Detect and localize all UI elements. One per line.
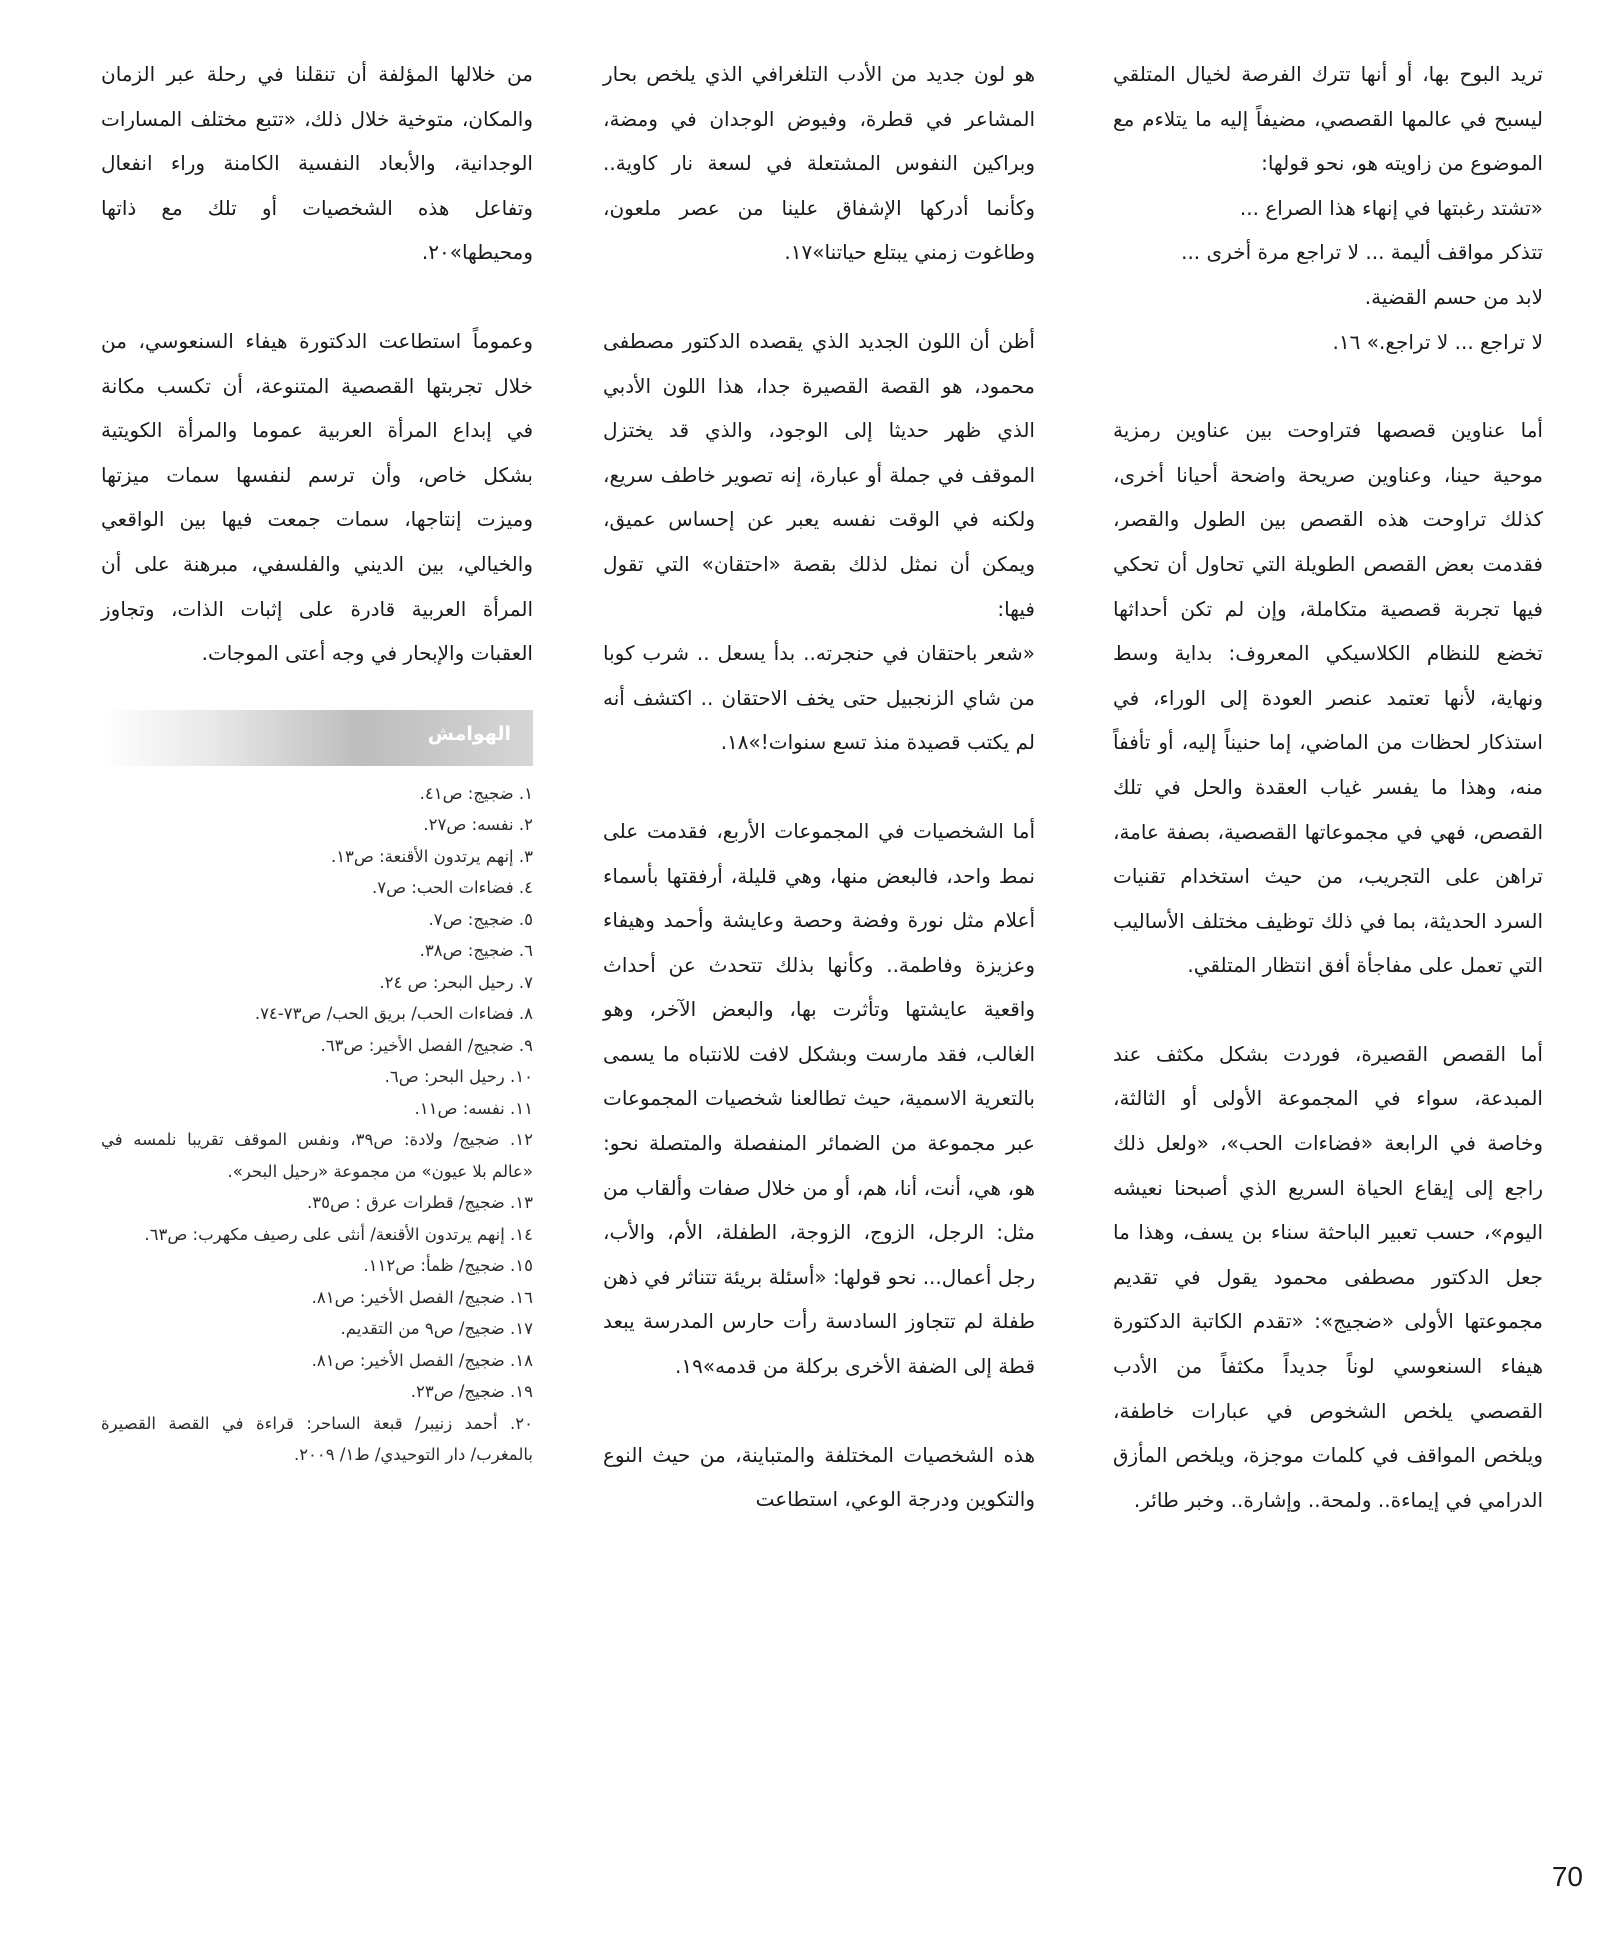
paragraph: من خلالها المؤلفة أن تنقلنا في رحلة عبر الزمان والمكان، متوخية خلال ذلك، «تتبع مختلف المسارات الوجدانية، والأبعاد النفسية الكامنة وراء انفعال وتفاعل هذه الشخصيات أو تلك مع ذاتها ومحيطها»٢٠. — [101, 62, 533, 265]
footnote: ٤. فضاءات الحب: ص٧. — [371, 878, 533, 898]
footnote: ٦. ضجيج: ص٣٨. — [419, 941, 533, 961]
quote-line: لابد من حسم القضية. — [1364, 284, 1543, 309]
footnote: ١٦. ضجيج/ الفصل الأخير: ص٨١. — [311, 1287, 533, 1307]
footnote: ١٤. إنهم يرتدون الأقنعة/ أنثى على رصيف مكهرب: ص٦٣. — [144, 1224, 533, 1244]
footnote: ٢٠. أحمد زنيبر/ قبعة الساحر: قراءة في القصة القصيرة بالمغرب/ دار التوحيدي/ ط١/ ٢٠٠٩. — [101, 1413, 533, 1465]
paragraph: أظن أن اللون الجديد الذي يقصده الدكتور مصطفى محمود، هو القصة القصيرة جدا، هذا اللون الأدبي الذي ظهر حديثا إلى الوجود، والذي قد يختزل الموقف في جملة أو عبارة، إنه تصوير خاطف سريع، ولكنه في الوقت نفسه يعبر عن إحساس عميق، ويمكن أن نمثل لذلك بقصة «احتقان» التي تقول فيها: — [603, 328, 1035, 621]
quote-line: لا تراجع ... لا تراجع.» ١٦. — [1332, 329, 1543, 354]
page-number: 70 — [1551, 1861, 1583, 1892]
footnote: ١٧. ضجيج/ ص٩ من التقديم. — [340, 1319, 533, 1339]
footnote: ١٨. ضجيج/ الفصل الأخير: ص٨١. — [311, 1350, 533, 1370]
paragraph: هو لون جديد من الأدب التلغرافي الذي يلخص بحار المشاعر في قطرة، وفيوض الوجدان في ومضة، وبراكين النفوس المشتعلة في لسعة نار كاوية.. وكأنما أدركها الإشفاق علينا من عصر ملعون، وطاغوت زمني يبتلع حياتنا»١٧. — [603, 62, 1035, 265]
footnote: ٢. نفسه: ص٢٧. — [423, 815, 533, 835]
footnote: ٥. ضجيج: ص٧. — [428, 909, 533, 929]
right-column — [1113, 52, 1543, 1522]
footnote: ١٣. ضجيج/ قطرات عرق : ص٣٥. — [307, 1193, 533, 1213]
footnote: ١٢. ضجيج/ ولادة: ص٣٩، ونفس الموقف تقريبا نلمسه في «عالم بلا عيون» من مجموعة «رحيل البحر». — [101, 1130, 533, 1181]
paragraph: تريد البوح بها، أو أنها تترك الفرصة لخيال المتلقي ليسبح في عالمها القصصي، مضيفاً إليه ما يتلاءم مع الموضوع من زاويته هو، نحو قولها: — [1113, 62, 1543, 176]
middle-column — [603, 52, 1035, 1522]
footnote: ٧. رحيل البحر: ص ٢٤. — [379, 972, 533, 992]
quote-line: «تشتد رغبتها في إنهاء هذا الصراع ... — [1239, 195, 1543, 220]
paragraph: أما الشخصيات في المجموعات الأربع، فقدمت على نمط واحد، فالبعض منها، وهي قليلة، أرفقتها بأسماء أعلام مثل نورة وفضة وحصة وعايشة وأحمد وهيفاء وعزيزة وفاطمة.. وكأنها بذلك تتحدث عن أحداث واقعية عايشتها وتأثرت بها، والبعض الآخر، وهو الغالب، فقد مارست وبشكل لافت للانتباه ما يسمى بالتعرية الاسمية، حيث تطالعنا شخصيات المجموعات عبر مجموعة من الضمائر المنفصلة والمتصلة نحو: هو، هي، أنت، أنا، هم، أو من خلال صفات وألقاب من مثل: الرجل، الزوج، الزوجة، الطفلة، الأم، والأب، رجل أعمال... نحو قولها: «أسئلة بريئة تتناثر في ذهن طفلة لم تتجاوز السادسة رأت حارس المدرسة يبعد قطة إلى الضفة الأخرى بركلة من قدمه»١٩. — [603, 818, 1035, 1379]
footnote: ١١. نفسه: ص١١. — [414, 1098, 533, 1118]
paragraph: هذه الشخصيات المختلفة والمتباينة، من حيث النوع والتكوين ودرجة الوعي، استطاعت — [603, 1442, 1035, 1512]
paragraph: وعموماً استطاعت الدكتورة هيفاء السنعوسي، من خلال تجربتها القصصية المتنوعة، أن تكسب مكانة في إبداع المرأة العربية عموما والمرأة الكويتية بشكل خاص، وأن ترسم لنفسها سمات ميزتها وميزت إنتاجها، سمات جمعت فيها بين الواقعي والخيالي، بين الديني والفلسفي، مبرهنة على أن المرأة العربية قادرة على إثبات الذات، وتجاوز العقبات والإبحار في وجه أعتى الموجات. — [101, 328, 533, 666]
footnote: ٣. إنهم يرتدون الأقنعة: ص١٣. — [330, 846, 533, 866]
footnote: ١٩. ضجيج/ ص٢٣. — [410, 1382, 533, 1402]
footnote: ١. ضجيج: ص٤١. — [419, 783, 533, 803]
paragraph: أما القصص القصيرة، فوردت بشكل مكثف عند المبدعة، سواء في المجموعة الأولى أو الثالثة، وخاصة في الرابعة «فضاءات الحب»، «ولعل ذلك راجع إلى إيقاع الحياة السريع الذي أصبحنا نعيشه اليوم»، حسب تعبير الباحثة سناء بن يسف، وهذا ما جعل الدكتور مصطفى محمود يقول في تقديم مجموعتها الأولى «ضجيج»: «تقدم الكاتبة الدكتورة هيفاء السنعوسي لوناً جديداً مكثفاً من الأدب القصصي يلخص الشخوص في عبارات خاطفة، ويلخص المواقف في كلمات موجزة، ويلخص المأزق الدرامي في إيماءة.. ولمحة.. وإشارة.. وخبر طائر. — [1113, 1041, 1543, 1512]
footnotes-header — [101, 710, 533, 766]
footnote: ١٠. رحيل البحر: ص٦. — [384, 1067, 533, 1087]
footnote: ١٥. ضجيج/ ظمأ: ص١١٢. — [363, 1256, 533, 1276]
footnotes-title: الهوامش — [427, 722, 511, 745]
quote-line: تتذكر مواقف أليمة ... لا تراجع مرة أخرى ... — [1181, 240, 1543, 265]
left-column — [101, 52, 533, 1471]
paragraph: «شعر باحتقان في حنجرته.. بدأ يسعل .. شرب كوبا من شاي الزنجبيل حتى يخف الاحتقان .. اكتشف أنه لم يكتب قصيدة منذ تسع سنوات!»١٨. — [603, 641, 1035, 755]
footnote: ٩. ضجيج/ الفصل الأخير: ص٦٣. — [320, 1035, 533, 1055]
paragraph: أما عناوين قصصها فتراوحت بين عناوين رمزية موحية حينا، وعناوين صريحة واضحة أحيانا أخرى، كذلك تراوحت هذه القصص بين الطول والقصر، فقدمت بعض القصص الطويلة التي تحاول أن تحكي فيها تجربة قصصية متكاملة، وإن لم تكن أحداثها تخضع للنظام الكلاسيكي المعروف: بداية وسط ونهاية، لأنها تعتمد عنصر العودة إلى الوراء، في استذكار لحظات من الماضي، إما حنيناً إليه، أو تأففاً منه، وهذا ما يفسر غياب العقدة والحل في تلك القصص، فهي في مجموعاتها القصصية، بصفة عامة، تراهن على التجريب، من حيث استخدام تقنيات السرد الحديثة، بما في ذلك توظيف مختلف الأساليب التي تعمل على مفاجأة أفق انتظار المتلقي. — [1113, 418, 1543, 978]
footnotes-list — [101, 778, 533, 1471]
footnote: ٨. فضاءات الحب/ بريق الحب/ ص٧٣-٧٤. — [254, 1004, 533, 1024]
